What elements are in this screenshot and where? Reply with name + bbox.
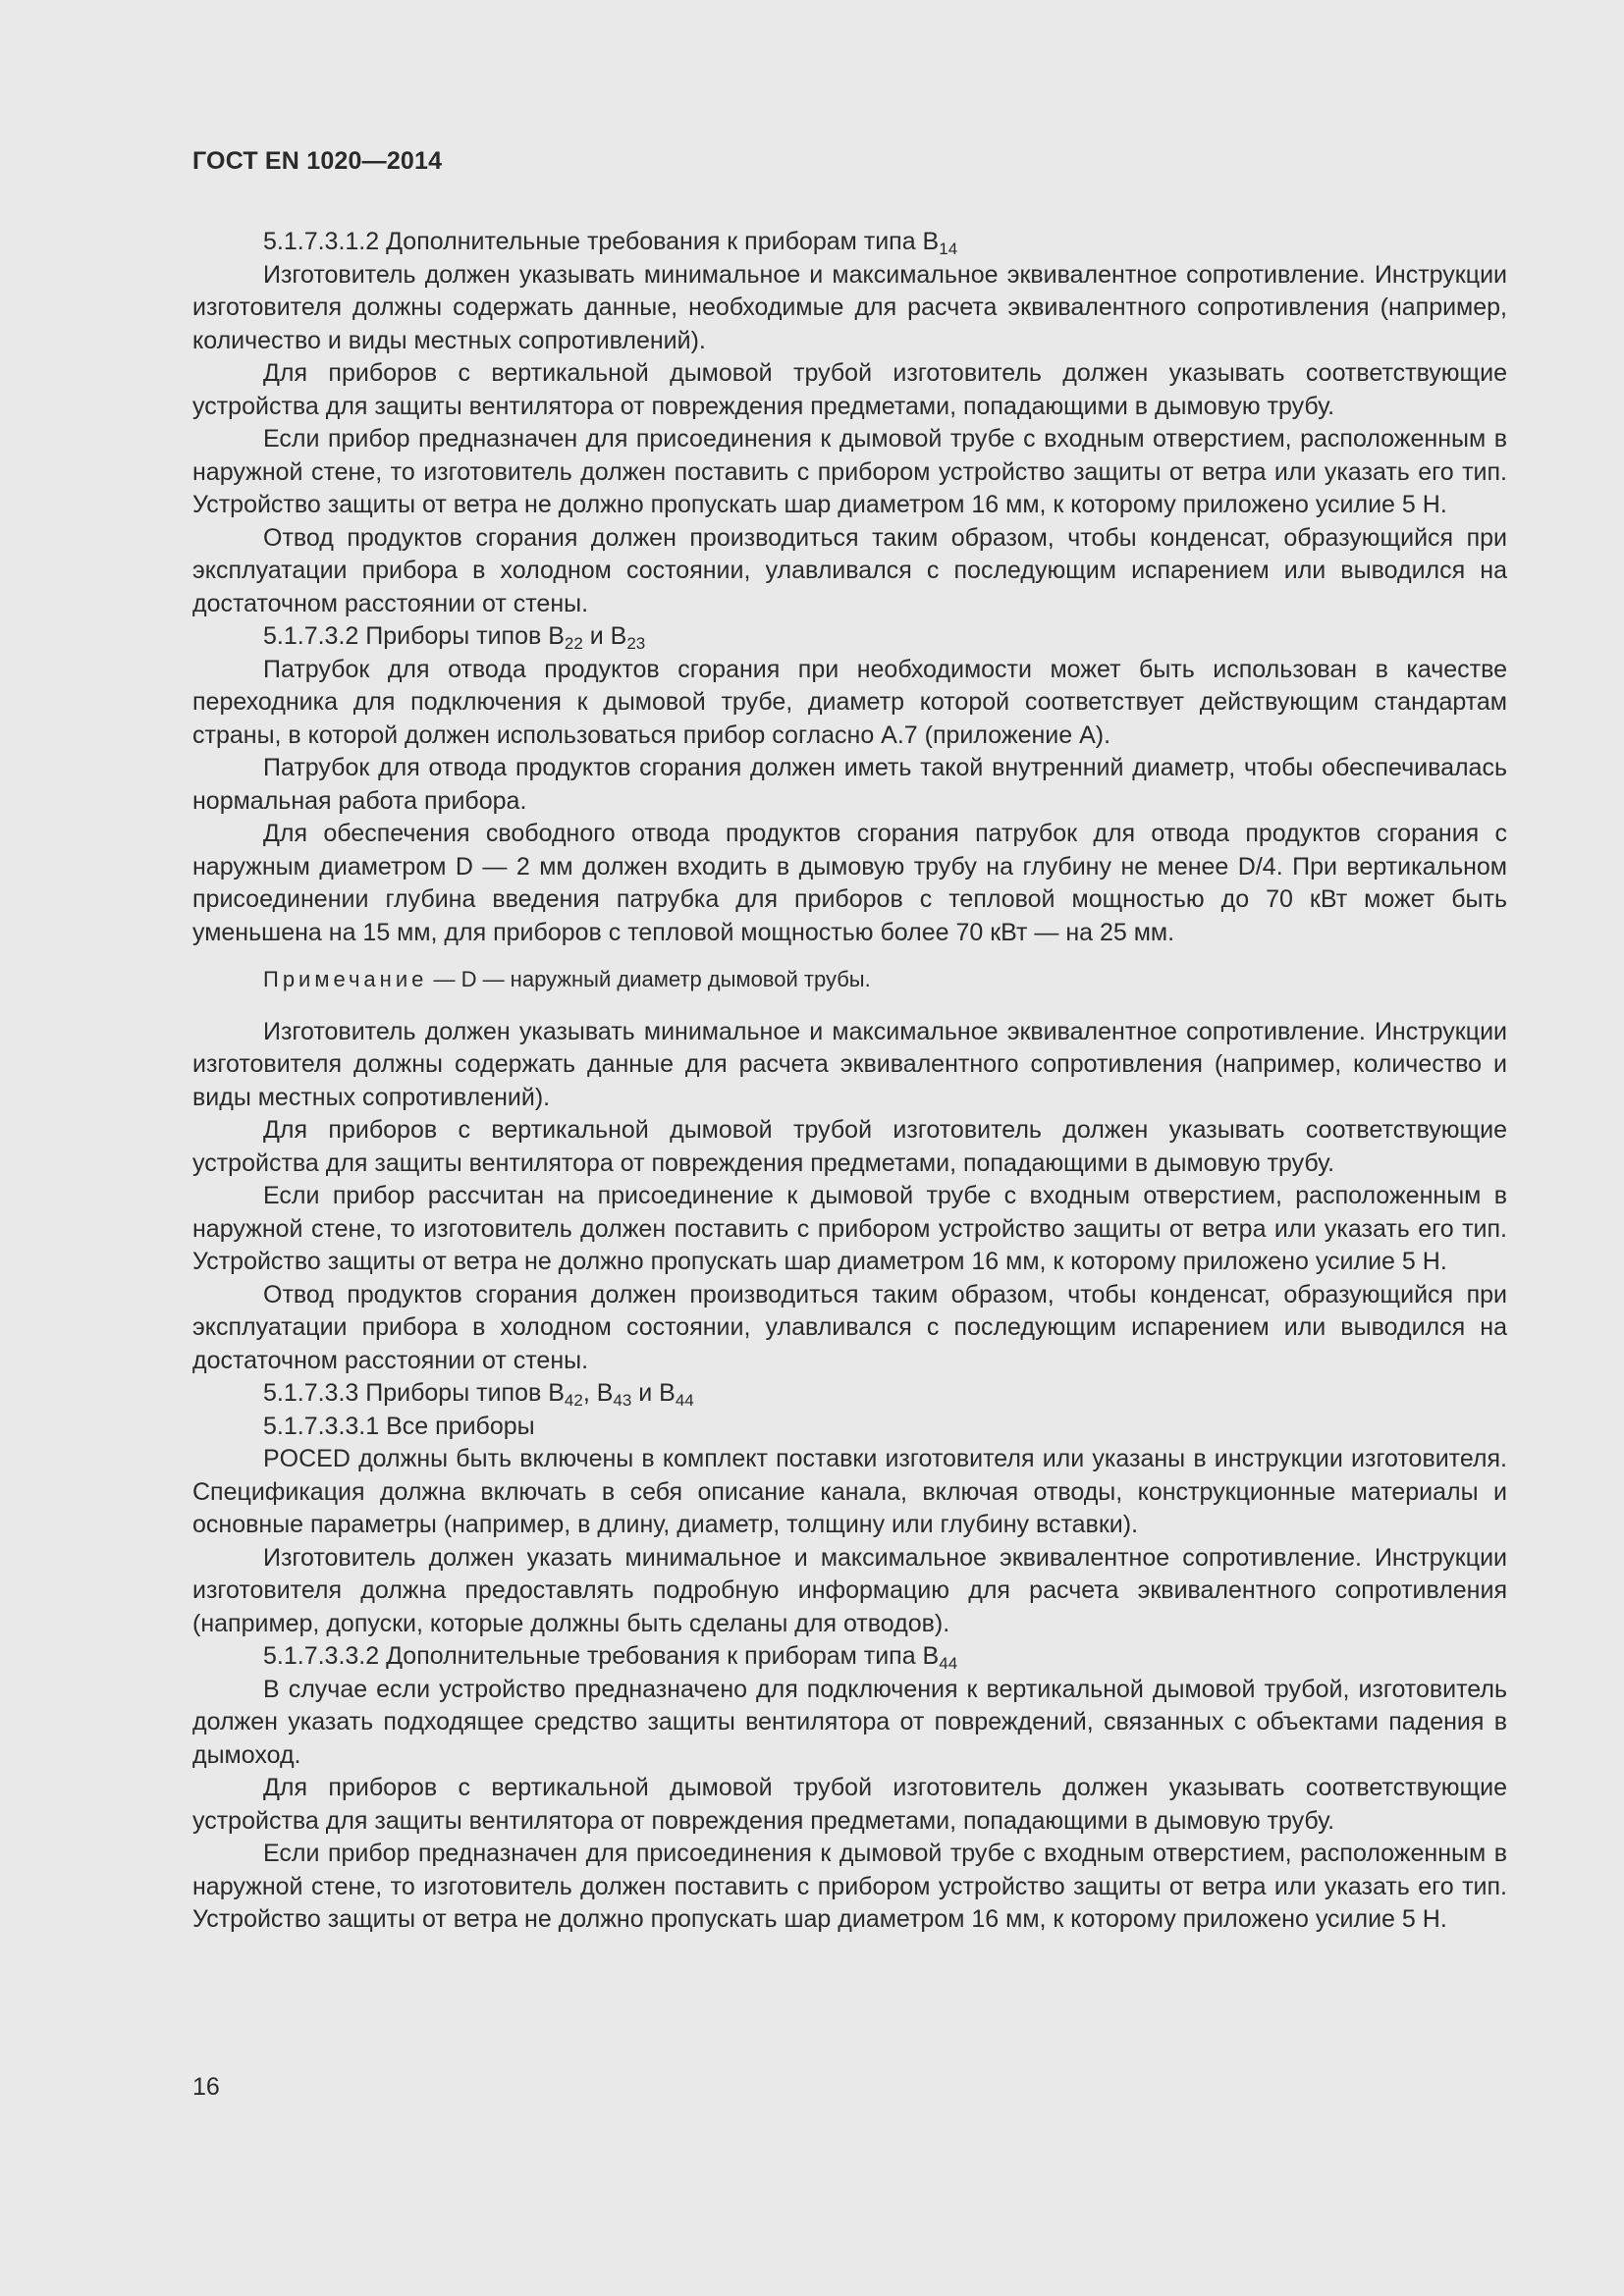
note: Примечание — D — наружный диаметр дымовой трубы. <box>263 967 871 991</box>
document-body <box>192 226 1507 1937</box>
paragraph: Отвод продуктов сгорания должен производиться таким образом, чтобы конденсат, образующийся при эксплуатации прибора в холодном состоянии, улавливался с последующим испарением или выводился на достаточном расстоянии от стены. <box>192 523 1507 617</box>
section-heading: 5.1.7.3.1.2 Дополнительные требования к приборам типа $В_{14}$ <box>263 228 958 258</box>
paragraph: Если прибор предназначен для присоединения к дымовой трубе с входным отверстием, расположенным в наружной стене, то изготовитель должен поставить с прибором устройство защиты от ветра или указать его тип. Устройство защиты от ветра не должно пропускать шар диаметром 16 мм, к которому приложено усилие 5 Н. <box>192 1840 1507 1933</box>
paragraph: Изготовитель должен указать минимальное и максимальное эквивалентное сопротивление. Инструкции изготовителя должна предоставлять подробную информацию для расчета эквивалентного сопротивления (например, допуски, которые должны быть сделаны для отводов). <box>192 1543 1507 1637</box>
paragraph: Изготовитель должен указывать минимальное и максимальное эквивалентное сопротивление. Инструкции изготовителя должны содержать данные для расчета эквивалентного сопротивления (например, количество и виды местных сопротивлений). <box>192 1017 1507 1111</box>
paragraph: Патрубок для отвода продуктов сгорания должен иметь такой внутренний диаметр, чтобы обеспечивалась нормальная работа прибора. <box>192 754 1507 815</box>
paragraph: Для обеспечения свободного отвода продуктов сгорания патрубок для отвода продуктов сгорания с наружным диаметром D — 2 мм должен входить в дымовую трубу на глубину не менее D/4. При вертикальном присоединении глубина введения патрубка для приборов с тепловой мощностью до 70 кВт может быть уменьшена на 15 мм, для приборов с тепловой мощностью более 70 кВт — на 25 мм. <box>192 820 1507 946</box>
section-heading: 5.1.7.3.3 Приборы типов $В_{42}$, $В_{43}$ и $В_{44}$ <box>263 1379 694 1410</box>
paragraph: POCED должны быть включены в комплект поставки изготовителя или указаны в инструкции изготовителя. Спецификация должна включать в себя описание канала, включая отводы, конструкционные материалы и основные параметры (например, в длину, диаметр, толщину или глубину вставки). <box>192 1445 1507 1538</box>
paragraph: В случае если устройство предназначено для подключения к вертикальной дымовой трубой, изготовитель должен указать подходящее средство защиты вентилятора от повреждений, связанных с объектами падения в дымоход. <box>192 1675 1507 1769</box>
page-number: 16 <box>192 2073 220 2101</box>
section-heading: 5.1.7.3.3.2 Дополнительные требования к приборам типа $В_{44}$ <box>263 1642 958 1673</box>
paragraph: Если прибор рассчитан на присоединение к дымовой трубе с входным отверстием, расположенным в наружной стене, то изготовитель должен поставить с прибором устройство защиты от ветра или указать его тип. Устройство защиты от ветра не должно пропускать шар диаметром 16 мм, к которому приложено усилие 5 Н. <box>192 1182 1507 1275</box>
paragraph: Если прибор предназначен для присоединения к дымовой трубе с входным отверстием, расположенным в наружной стене, то изготовитель должен поставить с прибором устройство защиты от ветра или указать его тип. Устройство защиты от ветра не должно пропускать шар диаметром 16 мм, к которому приложено усилие 5 Н. <box>192 425 1507 518</box>
paragraph: Для приборов с вертикальной дымовой трубой изготовитель должен указывать соответствующие устройства для защиты вентилятора от повреждения предметами, попадающими в дымовую трубу. <box>192 359 1507 420</box>
paragraph: Для приборов с вертикальной дымовой трубой изготовитель должен указывать соответствующие устройства для защиты вентилятора от повреждения предметами, попадающими в дымовую трубу. <box>192 1774 1507 1835</box>
paragraph: Патрубок для отвода продуктов сгорания при необходимости может быть использован в качестве переходника для подключения к дымовой трубе, диаметр которой соответствует действующим стандартам страны, в которой должен использоваться прибор согласно А.7 (приложение А). <box>192 655 1507 749</box>
paragraph: Отвод продуктов сгорания должен производиться таким образом, чтобы конденсат, образующийся при эксплуатации прибора в холодном состоянии, улавливался с последующим испарением или выводился на достаточном расстоянии от стены. <box>192 1280 1507 1374</box>
paragraph: Изготовитель должен указывать минимальное и максимальное эквивалентное сопротивление. Инструкции изготовителя должны содержать данные, необходимые для расчета эквивалентного сопротивления (например, количество и виды местных сопротивлений). <box>192 260 1507 354</box>
document-title: ГОСТ EN 1020—2014 <box>192 147 443 175</box>
section-heading: 5.1.7.3.2 Приборы типов $В_{22}$ и $В_{23}$ <box>263 622 646 653</box>
paragraph: Для приборов с вертикальной дымовой трубой изготовитель должен указывать соответствующие устройства для защиты вентилятора от повреждения предметами, попадающими в дымовую трубу. <box>192 1116 1507 1177</box>
section-heading: 5.1.7.3.3.1 Все приборы <box>263 1412 535 1440</box>
